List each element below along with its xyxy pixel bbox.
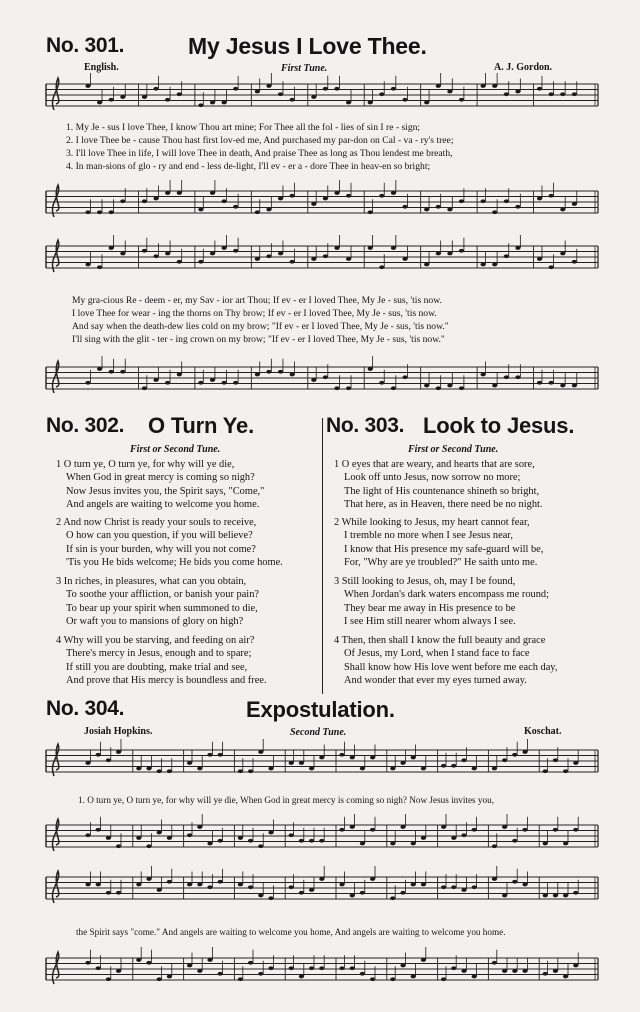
- hymn-303-verse-1: 1 O eyes that are weary, and hearts that are sore, Look off unto Jesus, now sorrow no more; The light of His countenance shineth so bright, That here, as in Heaven, there need be no night.: [334, 459, 543, 510]
- hymn-301-refrain-line-2: I love Thee for wear - ing the thorns on Thy brow; If ev - er I loved Thee, My Je - sus, 'tis now.: [72, 308, 437, 319]
- hymn-303-tune: First or Second Tune.: [408, 444, 499, 455]
- hymn-303-verse-4: 4 Then, then shall I know the full beauty and grace Of Jesus, my Lord, when I stand face to face Shall know how His love went before me each day, And wonder that ever my eyes turned away.: [334, 635, 558, 686]
- hymn-301-verse-line-4: 4. In man-sions of glo - ry and end - less de-light, I'll ev - er a - dore Thee in heav-en so bright;: [66, 161, 431, 172]
- hymn-304-author-right: Koschat.: [524, 726, 562, 737]
- hymn-303-title: Look to Jesus.: [423, 413, 575, 438]
- hymn-304-number: No. 304.: [46, 697, 125, 720]
- hymn-301-tune: First Tune.: [281, 63, 328, 74]
- hymn-301-refrain-line-3: And say when the death-dew lies cold on my brow; "If ev - er I loved Thee, My Je - sus, 'tis now.": [72, 321, 449, 332]
- hymn-304-lyric-line-1: 1. O turn ye, O turn ye, for why will ye die, When God in great mercy is coming so nigh? Now Jesus invites you,: [78, 795, 495, 805]
- hymn-302-verse-3: 3 In riches, in pleasures, what can you obtain, To soothe your affliction, or banish your pain? To bear up your spirit when summoned to die, Or waft you to mansions of glory on high?: [56, 576, 259, 627]
- hymn-301-verse-line-3: 3. I'll love Thee in life, I will love Thee in death, And praise Thee as long as Thou lendest me breath,: [66, 148, 453, 159]
- hymn-304-author-left: Josiah Hopkins.: [84, 726, 153, 737]
- hymn-302-title: O Turn Ye.: [148, 413, 254, 438]
- hymn-301-verse-line-1: 1. My Je - sus I love Thee, I know Thou art mine; For Thee all the fol - lies of sin I re - sign;: [66, 122, 421, 133]
- hymn-302-number: No. 302.: [46, 414, 125, 437]
- hymn-304-title: Expostulation.: [246, 697, 395, 722]
- hymn-301-refrain-line-1: My gra-cious Re - deem - er, my Sav - ior art Thou; If ev - er I loved Thee, My Je - sus, 'tis now.: [72, 295, 442, 306]
- hymn-301-verse-line-2: 2. I love Thee be - cause Thou hast first lov-ed me, And purchased my par-don on Cal - va - ry's tree;: [66, 135, 454, 146]
- hymn-302-tune: First or Second Tune.: [130, 444, 221, 455]
- hymn-301-title: My Jesus I Love Thee.: [188, 33, 427, 59]
- hymn-303-verse-3: 3 Still looking to Jesus, oh, may I be found, When Jordan's dark waters encompass me round; They bear me away in His presence to be I see Him still nearer whom always I see.: [334, 576, 550, 627]
- hymn-301-number: No. 301.: [46, 34, 125, 57]
- hymn-302-verse-1: 1 O turn ye, O turn ye, for why will ye die, When God in great mercy is coming so nigh? Now Jesus invites you, the Spirit says, "Come," And angels are waiting to welcome you home.: [56, 459, 265, 510]
- hymn-301-refrain-line-4: I'll sing with the glit - ter - ing crown on my brow; "If ev - er I loved Thee, My Je - sus, 'tis now.": [72, 334, 445, 345]
- hymn-304-lyric-line-2: the Spirit says "come." And angels are waiting to welcome you home, And angels are waiting to welcome you home.: [76, 927, 506, 937]
- hymn-302-verse-4: 4 Why will you be starving, and feeding on air? There's mercy in Jesus, enough and to spare; If still you are doubting, make trial and see, And prove that His mercy is boundless and free.: [56, 635, 267, 686]
- column-divider: [322, 418, 323, 694]
- hymn-303-number: No. 303.: [326, 414, 405, 437]
- hymn-304-tune: Second Tune.: [290, 727, 347, 738]
- hymn-302-verse-2: 2 And now Christ is ready your souls to receive, O how can you question, if you will believe? If sin is your burden, why will you not come? 'Tis you He bids welcome; He bids you come home.: [56, 517, 283, 568]
- hymn-301-language: English.: [84, 62, 119, 73]
- hymn-303-verse-2: 2 While looking to Jesus, my heart cannot fear, I tremble no more when I see Jesus near, I know that His presence my safe-guard will be, For, "Why are ye troubled?" He saith unto me.: [334, 517, 544, 568]
- hymn-301-author: A. J. Gordon.: [494, 62, 553, 73]
